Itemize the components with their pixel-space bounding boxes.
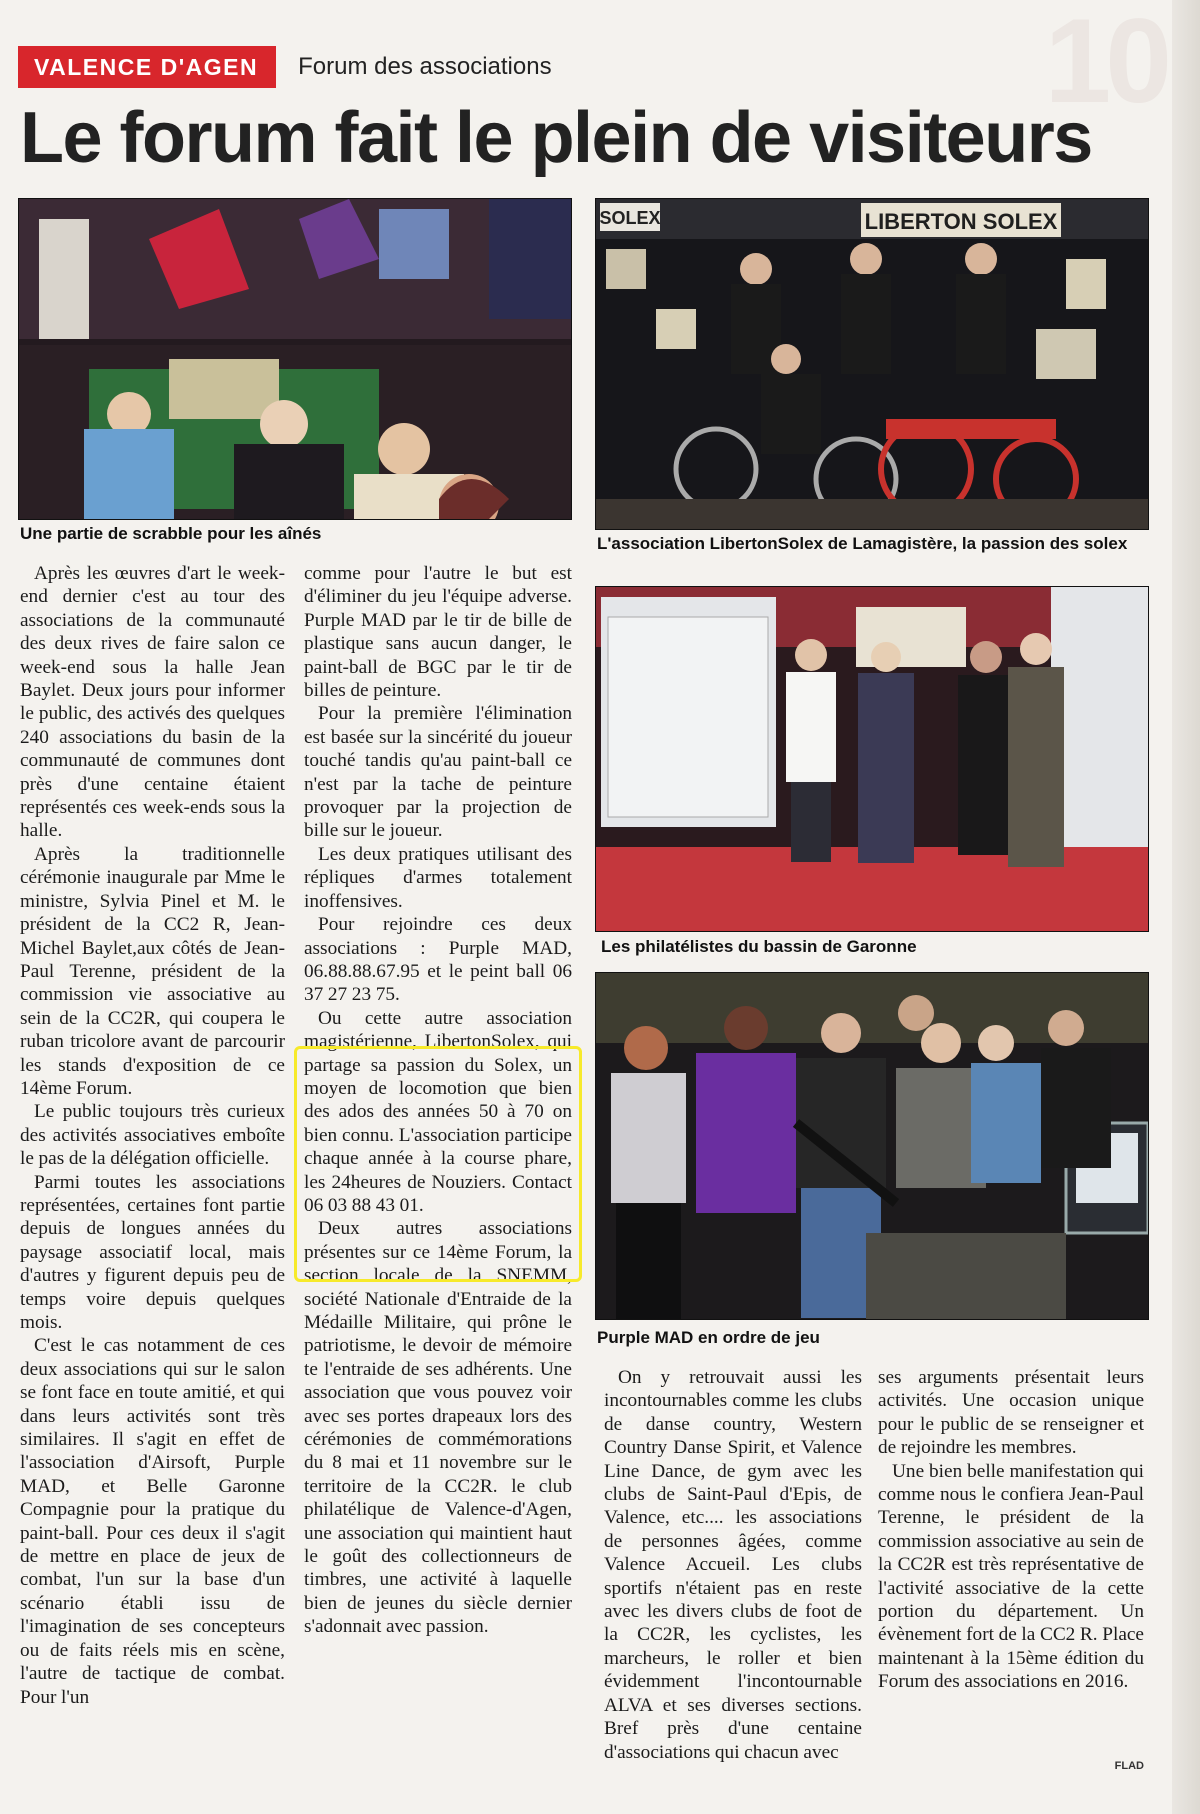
article-column-3 — [604, 1366, 862, 1764]
caption-scrabble: Une partie de scrabble pour les aînés — [20, 524, 322, 543]
paragraph: Deux autres associations présentes sur ce 14ème Forum, la section locale de la SNEMM, société Nationale d'Entraide de la Médaille Militaire, qui prône le patriotisme, le devoir de mémoire te l'entraide de ses adhérents. Une association que vous pouvez voir avec ses portes drapeaux lors des cérémonies de commémorations du 8 mai et 11 novembre sur le territoire de la CC2R. le club philatélique de Valence-d'Agen, une association qui maintient haut le goût des collectionneurs de timbres, une activité à laquelle bien de jeunes du siècle dernier s'adonnait avec passion. — [304, 1218, 572, 1638]
sign-liberton-text: LIBERTON SOLEX — [864, 209, 1058, 234]
highlighted-paragraph: Ou cette autre association magistérienne, LibertonSolex, qui partage sa passion du Solex, un moyen de locomotion que bien des ados des années 50 à 70 on bien connu. L'association participe chaque année à la course phare, les 24heures de Nouziers. Contact 06 03 88 43 01. — [304, 1007, 572, 1216]
paragraph: Pour rejoindre ces deux associations : Purple MAD, 06.88.88.67.95 et le peint ball 06 37 27 23 75. — [304, 914, 572, 1006]
sign-solex-text: SOLEX — [599, 208, 661, 228]
article-column-2 — [304, 562, 572, 1639]
caption-philatelists: Les philatélistes du bassin de Garonne — [601, 937, 917, 956]
paragraph: Parmi toutes les associations représentées, certaines font partie depuis de longues années du paysage associatif local, mais d'autres y figurent depuis peu de temps voire depuis quelques mois. — [20, 1171, 285, 1333]
photo-philatelists — [595, 586, 1149, 932]
paragraph: comme pour l'autre le but est d'éliminer du jeu l'équipe adverse. Purple MAD par le tir de bille de plastique sans aucun danger, le paint-ball de BGC par le tir de billes de peinture. — [304, 563, 572, 702]
photo-scrabble — [18, 198, 572, 520]
paragraph: ses arguments présentait leurs activités. Une occasion unique pour le public de se renseigner et de rejoindre les membres. — [878, 1367, 1144, 1459]
paragraph: Le public toujours très curieux des activités associatives emboîte le pas de la délégation officielle. — [20, 1101, 285, 1170]
section-title: Forum des associations — [298, 53, 552, 80]
headline: Le forum fait le plein de visiteurs — [20, 98, 1092, 178]
photo-scrabble-image — [19, 199, 571, 519]
photo-solex — [595, 198, 1149, 530]
photo-purple-mad — [595, 972, 1149, 1320]
page-edge — [1172, 0, 1200, 1814]
photo-purple-mad-image — [596, 973, 1148, 1319]
paragraph: C'est le cas notamment de ces deux associations qui sur le salon se font face en toute amitié, et qui dans leurs activités sont très similaires. Il s'agit en effet de l'association d'Airsoft, Purple MAD, et Belle Garonne Compagnie pour la pratique du paint-ball. Pour ces deux il s'agit de mettre en place de jeux de combat, l'un sur la base d'un scénario établi issu de l'imagination de ses concepteurs ou de faits réels mis en scène, l'autre de tactique de combat. Pour l'un — [20, 1335, 285, 1708]
bleed-through: 10 — [1044, 0, 1166, 128]
paragraph: Après la traditionnelle cérémonie inaugurale par Mme le ministre, Sylvia Pinel et M. le président de la CC2 R, Jean-Michel Baylet,aux côtés de Jean-Paul Terenne, président de la commission vie associative au sein de la CC2R, qui coupera le ruban tricolore avant de parcourir les stands d'exposition de ce 14ème Forum. — [20, 843, 285, 1099]
paragraph: Les deux pratiques utilisant des répliques d'armes totalement inoffensives. — [304, 843, 572, 912]
article-column-1 — [20, 562, 285, 1709]
paragraph: Une bien belle manifestation qui comme nous le confiera Jean-Paul Terenne, le président de la commission associative au sein de la CC2R est très représentative de l'activité associative de la cette portion du département. Un évènement fort de la CC2 R. Place maintenant à la 15ème édition du Forum des associations en 2016. — [878, 1460, 1144, 1693]
caption-purple-mad: Purple MAD en ordre de jeu — [597, 1328, 820, 1347]
photo-solex-image — [596, 199, 1148, 529]
article-column-4 — [878, 1366, 1144, 1694]
paragraph: On y retrouvait aussi les incontournables comme les clubs de danse country, Western Country Danse Spirit, et Valence Line Dance, de gym avec les clubs de Saint-Paul d'Epis, de Valence, etc.... les associations de personnes âgées, comme Valence Accueil. Les clubs sportifs n'étaient pas en reste avec les divers clubs de foot de la CC2R, les cyclistes, les marcheurs, le roller et bien évidemment l'incontournable ALVA et ses diverses sections. Bref près d'une centaine d'associations qui chacun avec — [604, 1367, 862, 1763]
paragraph: Pour la première l'élimination est basée sur la sincérité du joueur touché tandis qu'au paint-ball ce n'est par la tache de peinture provoquer par la projection de bille sur le joueur. — [304, 703, 572, 842]
paragraph: Après les œuvres d'art le week-end dernier c'est au tour des associations de la communauté des deux rives de faire salon ce week-end sous la halle Jean Baylet. Deux jours pour informer le public, des activés des quelques 240 associations du basin de la communauté de communes dont près d'une centaine étaient représentés ces week-ends sous la halle. — [20, 563, 285, 842]
location-tag: VALENCE D'AGEN — [18, 46, 276, 88]
rubric-bar — [18, 46, 552, 88]
caption-solex: L'association LibertonSolex de Lamagistère, la passion des solex — [597, 534, 1128, 553]
author-credit: FLAD — [1114, 1760, 1144, 1772]
photo-philatelists-image — [596, 587, 1148, 931]
